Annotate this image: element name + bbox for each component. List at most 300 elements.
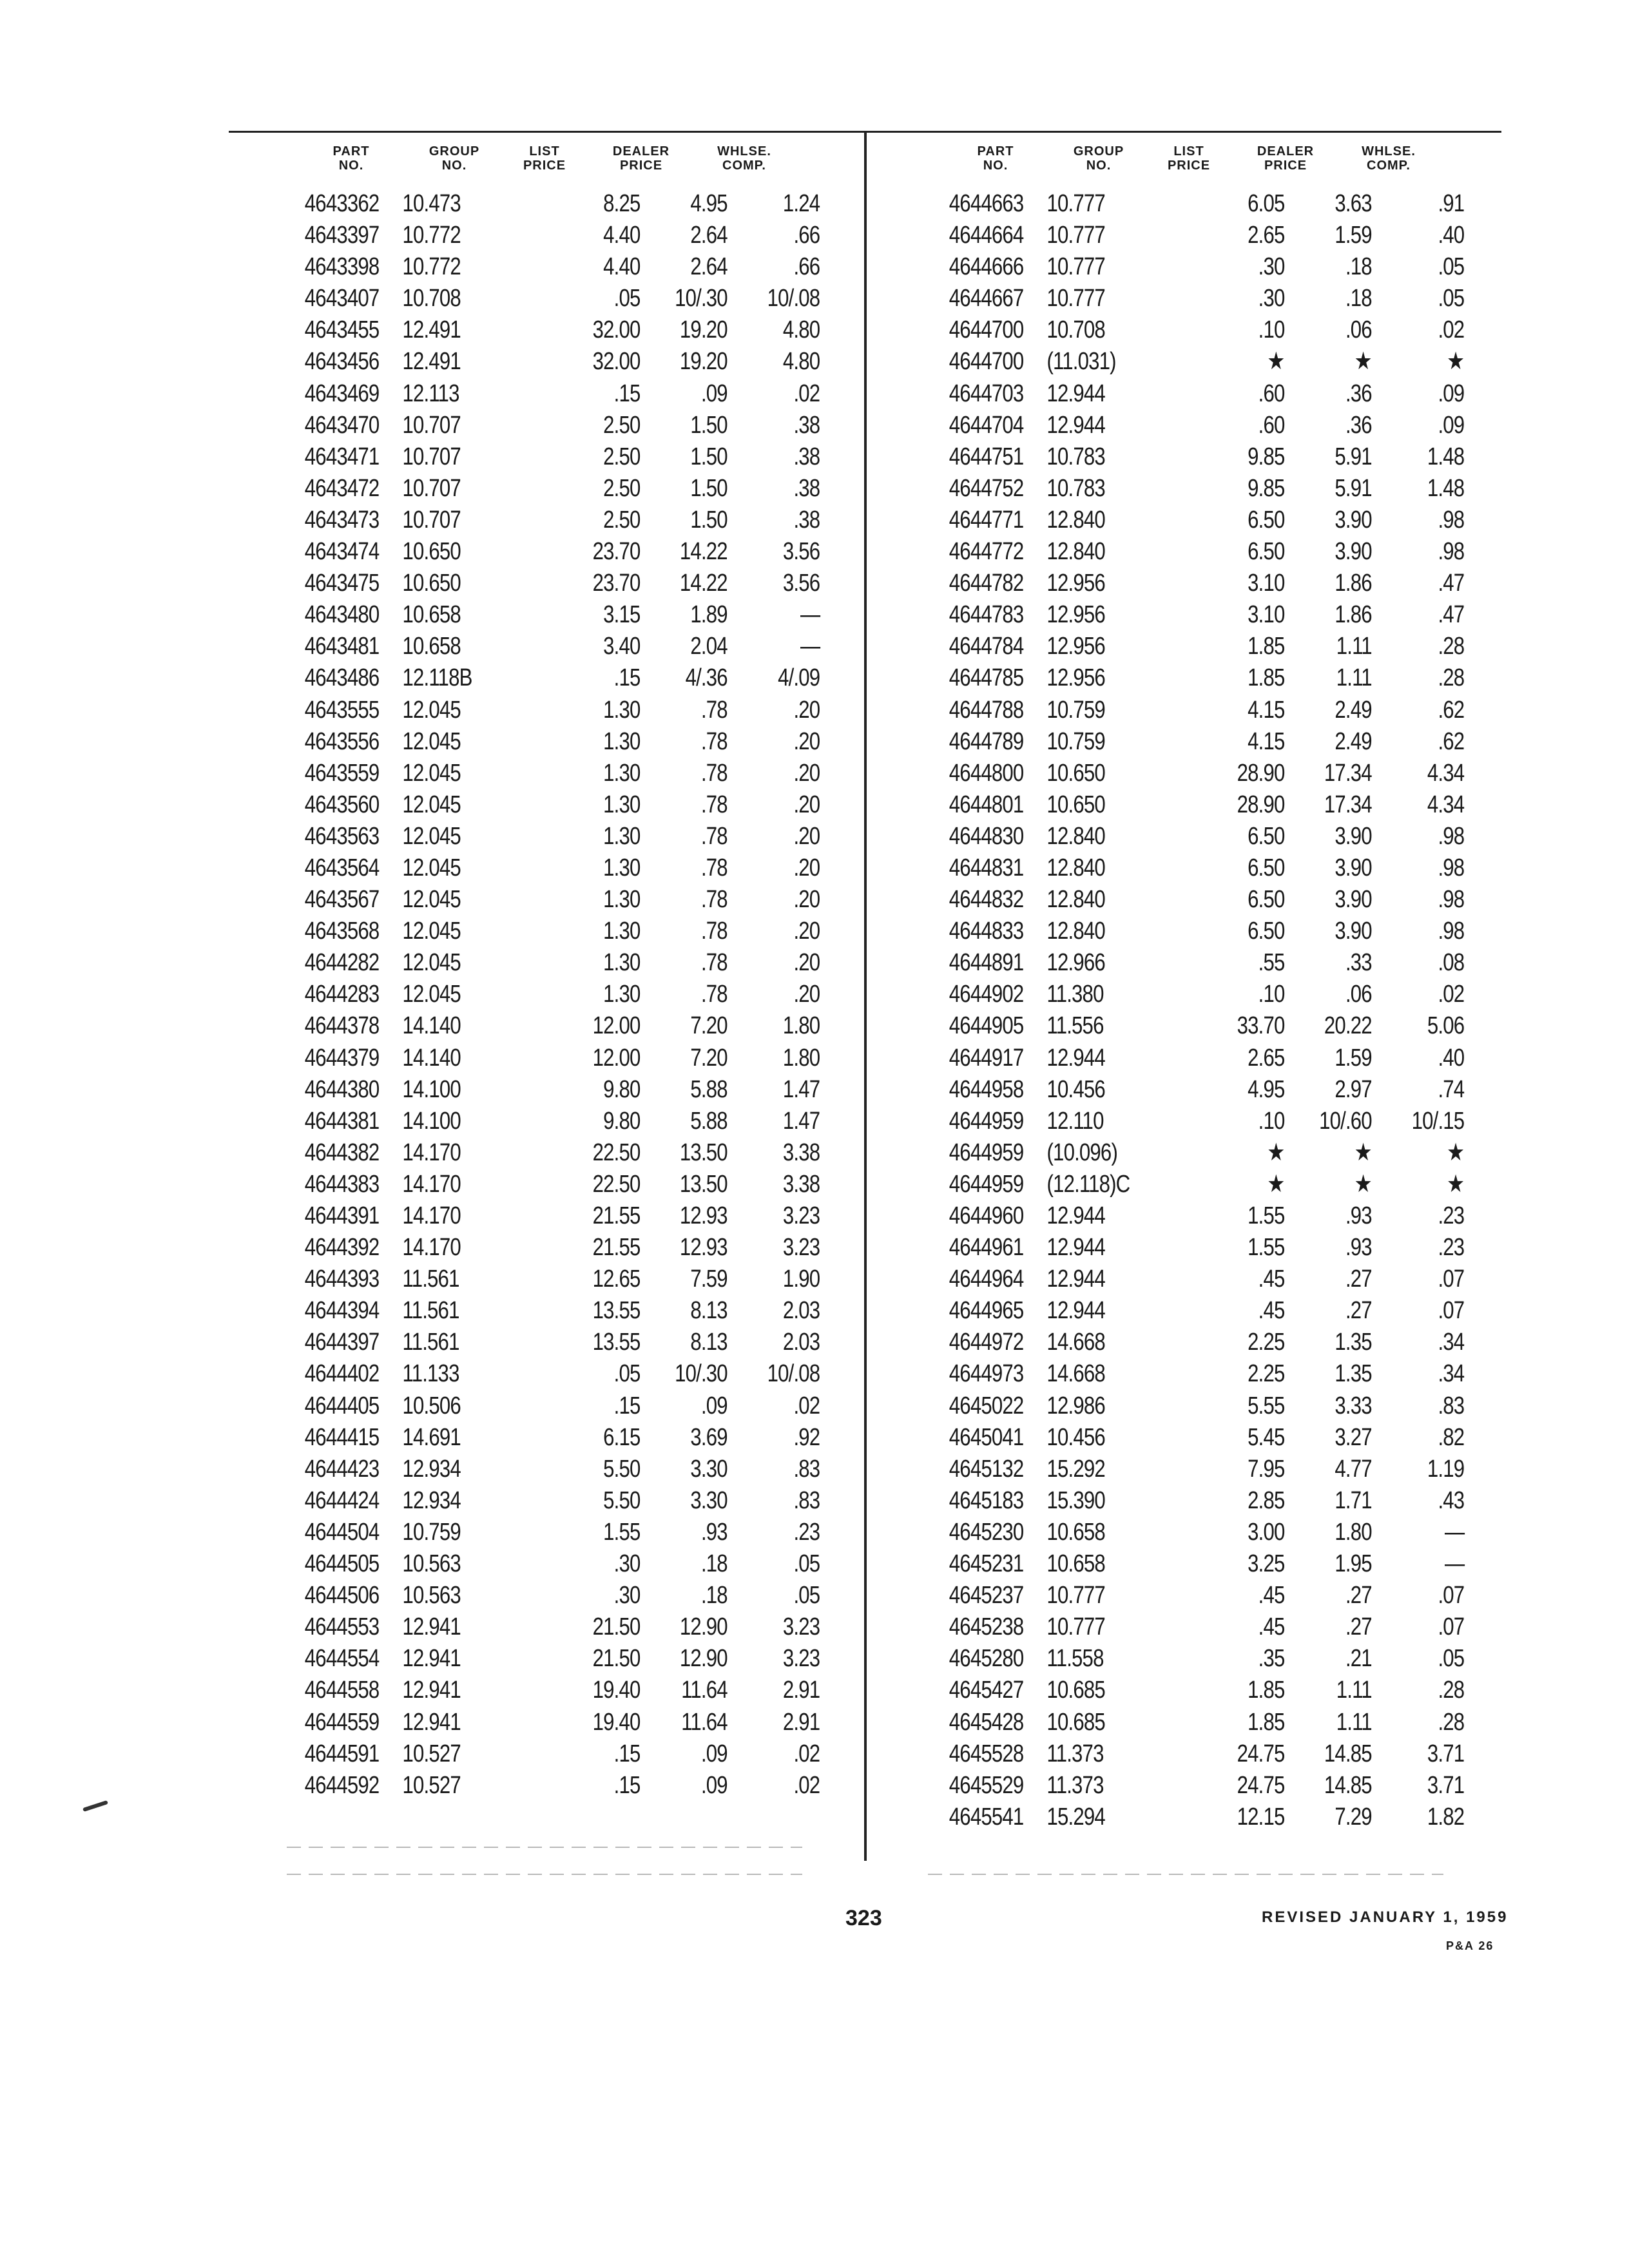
whlse-comp-cell: 3.56 [782,538,820,566]
part-no-cell: 4644391 [304,1202,380,1229]
dealer-price-cell: .18 [1345,285,1372,312]
group-no-cell: 12.491 [402,348,461,376]
table-row [284,662,820,694]
group-no-cell: 10.650 [402,570,461,597]
part-no-cell: 4644505 [304,1550,380,1578]
list-price-cell: .05 [613,285,641,312]
table-row [928,1137,1465,1169]
list-price-cell: 6.05 [1248,190,1285,217]
list-price-cell: 4.15 [1248,696,1285,724]
table-row [928,378,1465,410]
list-price-cell: 21.50 [592,1645,641,1673]
group-no-cell: 10.685 [1046,1677,1105,1704]
whlse-comp-cell: .20 [793,822,820,850]
group-no-cell: 10.759 [1046,727,1105,755]
group-no-cell: 10.783 [1046,443,1105,470]
group-no-cell: 10.777 [1046,1613,1105,1641]
part-no-cell: 4644392 [304,1234,380,1262]
table-row [284,1043,820,1074]
table-row [928,568,1465,599]
whlse-comp-cell: 3.23 [782,1645,820,1673]
dealer-price-cell: 5.88 [690,1075,728,1103]
group-no-cell: 10.456 [1046,1423,1105,1451]
part-no-cell: 4644784 [949,633,1024,660]
dealer-price-cell: 1.11 [1336,1708,1372,1736]
part-no-cell: 4644958 [949,1075,1024,1103]
list-price-cell: 3.15 [603,601,641,629]
dealer-price-cell: 2.64 [690,253,728,281]
list-price-cell: 33.70 [1237,1012,1285,1040]
table-row [284,1485,820,1517]
list-price-cell: 1.30 [603,918,641,945]
list-price-cell: 9.85 [1248,474,1285,502]
list-price-cell: 6.50 [1248,886,1285,914]
part-no-cell: 4644381 [304,1107,380,1135]
whlse-comp-cell: .07 [1438,1582,1465,1610]
group-no-cell: 12.941 [402,1677,461,1704]
list-price-cell: .10 [1258,1107,1285,1135]
whlse-comp-cell: 10/.08 [767,1360,820,1388]
whlse-comp-cell: .07 [1438,1297,1465,1325]
table-row [928,1454,1465,1485]
part-no-cell: 4644379 [304,1044,380,1072]
dealer-price-cell: .06 [1345,981,1372,1008]
dealer-price-cell: 17.34 [1324,759,1372,787]
group-no-cell: 11.380 [1046,981,1104,1008]
part-no-cell: 4644591 [304,1740,380,1767]
table-row [928,852,1465,884]
part-no-cell: 4643474 [304,538,380,566]
table-row [284,726,820,758]
list-price-cell: .45 [1258,1265,1285,1293]
part-no-cell: 4644917 [949,1044,1024,1072]
table-row [284,1422,820,1454]
group-no-cell: 12.944 [1046,1044,1105,1072]
table-row [284,1580,820,1611]
table-row [284,758,820,789]
group-no-cell: 10.650 [1046,759,1105,787]
group-no-cell: 10.506 [402,1392,461,1419]
table-row [284,568,820,599]
whlse-comp-cell: .02 [793,1771,820,1799]
table-row [928,1043,1465,1074]
whlse-comp-cell: 1.80 [782,1044,820,1072]
list-price-cell: 2.50 [603,411,641,439]
list-price-cell: 6.50 [1248,918,1285,945]
dealer-price-cell: 5.91 [1335,443,1372,470]
group-no-cell: 10.772 [402,222,461,249]
table-row [284,979,820,1010]
group-no-cell: 12.840 [1046,918,1105,945]
dealer-price-cell: .18 [1345,253,1372,281]
whlse-comp-cell: .05 [793,1550,820,1578]
whlse-comp-cell: 2.91 [782,1708,820,1736]
group-no-cell: 10.707 [402,411,461,439]
page-code: P&A 26 [1446,1939,1494,1952]
part-no-cell: 4644402 [304,1360,380,1388]
part-no-cell: 4644664 [949,222,1024,249]
list-price-cell: 24.75 [1237,1740,1285,1767]
whlse-comp-cell: .20 [793,981,820,1008]
whlse-comp-cell: .28 [1438,633,1465,660]
part-no-cell: 4643362 [304,190,380,217]
header-dealer-price: DEALER PRICE [1257,144,1315,173]
table-row [284,188,820,220]
table-row [928,1327,1465,1358]
whlse-comp-cell: .98 [1438,538,1465,566]
whlse-comp-cell: .20 [793,918,820,945]
list-price-cell: 3.10 [1248,570,1285,597]
table-row [928,947,1465,979]
part-no-cell: 4643472 [304,474,380,502]
list-price-cell: 32.00 [592,348,641,376]
whlse-comp-cell: 1.19 [1427,1455,1465,1483]
part-no-cell: 4644751 [949,443,1024,470]
table-row [928,916,1465,947]
part-no-cell: 4644771 [949,506,1024,533]
part-no-cell: 4645132 [949,1455,1024,1483]
list-price-cell: 21.55 [592,1234,641,1262]
list-price-cell: 5.55 [1248,1392,1285,1419]
list-price-cell: 1.55 [1248,1202,1285,1229]
left-table-header [284,142,902,179]
whlse-comp-cell: 4.80 [782,316,820,344]
part-no-cell: 4644554 [304,1645,380,1673]
part-no-cell: 4644283 [304,981,380,1008]
dealer-price-cell: 2.49 [1335,696,1372,724]
dealer-price-cell: 10/.60 [1319,1107,1372,1135]
group-no-cell: 10.685 [1046,1708,1105,1736]
whlse-comp-cell: .23 [1438,1234,1465,1262]
whlse-comp-cell: .28 [1438,664,1465,692]
bottom-rule-left [287,1847,802,1848]
list-price-cell: 12.00 [592,1044,641,1072]
list-price-cell: 2.50 [603,443,641,470]
whlse-comp-cell: 1.47 [782,1075,820,1103]
part-no-cell: 4644972 [949,1329,1024,1356]
group-no-cell: 10.658 [402,601,461,629]
list-price-cell: 8.25 [603,190,641,217]
whlse-comp-cell: 3.23 [782,1234,820,1262]
part-no-cell: 4643555 [304,696,380,724]
group-no-cell: 12.113 [402,380,459,407]
list-price-cell: 3.25 [1248,1550,1285,1578]
group-no-cell: 10.708 [1046,316,1105,344]
table-row [284,1390,820,1422]
dealer-price-cell: 12.90 [679,1645,728,1673]
dealer-price-cell: 4.95 [690,190,728,217]
part-no-cell: 4645427 [949,1677,1024,1704]
part-no-cell: 4643564 [304,854,380,881]
list-price-cell: ★ [1267,1139,1285,1166]
dealer-price-cell: .36 [1345,411,1372,439]
group-no-cell: 10.707 [402,443,461,470]
dealer-price-cell: 19.20 [679,316,728,344]
group-no-cell: 12.110 [1046,1107,1104,1135]
list-price-cell: .15 [613,664,641,692]
list-price-cell: 4.15 [1248,727,1285,755]
list-price-cell: 12.15 [1237,1803,1285,1831]
dealer-price-cell: 1.50 [690,474,728,502]
table-row [284,1707,820,1738]
table-row [928,441,1465,473]
dealer-price-cell: .93 [700,1518,728,1546]
table-row [284,1264,820,1295]
whlse-comp-cell: .98 [1438,918,1465,945]
part-no-cell: 4644752 [949,474,1024,502]
whlse-comp-cell: .66 [793,253,820,281]
dealer-price-cell: 1.59 [1335,222,1372,249]
dealer-price-cell: ★ [1354,1139,1372,1166]
group-no-cell: 11.556 [1046,1012,1104,1040]
dealer-price-cell: 14.85 [1324,1740,1372,1767]
list-price-cell: 5.50 [603,1455,641,1483]
list-price-cell: 24.75 [1237,1771,1285,1799]
whlse-comp-cell: .74 [1438,1075,1465,1103]
part-no-cell: 4644959 [949,1170,1024,1198]
table-row [928,1738,1465,1770]
table-row [284,821,820,852]
dealer-price-cell: 12.93 [679,1202,728,1229]
group-no-cell: 12.956 [1046,664,1105,692]
list-price-cell: 4.95 [1248,1075,1285,1103]
table-row [284,1200,820,1232]
group-no-cell: 11.373 [1046,1740,1104,1767]
group-no-cell: 12.045 [402,981,461,1008]
table-row [284,378,820,410]
list-price-cell: 2.25 [1248,1329,1285,1356]
dealer-price-cell: 5.88 [690,1107,728,1135]
group-no-cell: (10.096) [1046,1139,1118,1166]
group-no-cell: 10.777 [1046,222,1105,249]
group-no-cell: 11.373 [1046,1771,1104,1799]
dealer-price-cell: 1.35 [1335,1360,1372,1388]
table-row [928,1485,1465,1517]
part-no-cell: 4644405 [304,1392,380,1419]
scan-mark [82,1800,108,1812]
dealer-price-cell: 3.69 [690,1423,728,1451]
list-price-cell: 1.30 [603,886,641,914]
table-row [284,599,820,631]
whlse-comp-cell: .83 [793,1486,820,1514]
whlse-comp-cell: .34 [1438,1360,1465,1388]
group-no-cell: 10.777 [1046,1582,1105,1610]
dealer-price-cell: 3.30 [690,1455,728,1483]
whlse-comp-cell: .43 [1438,1486,1465,1514]
whlse-comp-cell: .40 [1438,1044,1465,1072]
whlse-comp-cell: .82 [1438,1423,1465,1451]
bottom-rule-right [928,1874,1443,1875]
dealer-price-cell: .36 [1345,380,1372,407]
part-no-cell: 4644415 [304,1423,380,1451]
dealer-price-cell: .78 [700,759,728,787]
group-no-cell: 12.045 [402,949,461,977]
list-price-cell: .30 [613,1550,641,1578]
group-no-cell: 10.759 [402,1518,461,1546]
table-row [284,1106,820,1137]
part-no-cell: 4643568 [304,918,380,945]
header-group-no: GROUP NO. [429,144,480,173]
list-price-cell: 9.85 [1248,443,1285,470]
part-no-cell: 4644667 [949,285,1024,312]
group-no-cell: 12.045 [402,886,461,914]
dealer-price-cell: 1.50 [690,506,728,533]
whlse-comp-cell: 10/.15 [1411,1107,1465,1135]
list-price-cell: 1.55 [1248,1234,1285,1262]
list-price-cell: 1.85 [1248,1708,1285,1736]
list-price-cell: 23.70 [592,538,641,566]
list-price-cell: 21.50 [592,1613,641,1641]
list-price-cell: .60 [1258,380,1285,407]
dealer-price-cell: .27 [1345,1297,1372,1325]
whlse-comp-cell: 2.03 [782,1329,820,1356]
list-price-cell: 22.50 [592,1139,641,1166]
whlse-comp-cell: 3.38 [782,1139,820,1166]
whlse-comp-cell: .23 [793,1518,820,1546]
list-price-cell: 13.55 [592,1297,641,1325]
part-no-cell: 4645528 [949,1740,1024,1767]
part-no-cell: 4644704 [949,411,1024,439]
dealer-price-cell: 8.13 [690,1329,728,1356]
dealer-price-cell: 17.34 [1324,791,1372,818]
table-row [284,1137,820,1169]
group-no-cell: 12.956 [1046,633,1105,660]
whlse-comp-cell: 4.34 [1427,791,1465,818]
list-price-cell: .30 [1258,253,1285,281]
list-price-cell: 6.50 [1248,822,1285,850]
list-price-cell: 4.40 [603,222,641,249]
table-row [284,789,820,821]
part-no-cell: 4644380 [304,1075,380,1103]
dealer-price-cell: 10/.30 [675,1360,728,1388]
table-row [284,695,820,726]
header-whlse-comp: WHLSE. COMP. [717,144,771,173]
table-row [928,1548,1465,1580]
part-no-cell: 4643556 [304,727,380,755]
group-no-cell: 15.390 [1046,1486,1105,1514]
whlse-comp-cell: .02 [793,1740,820,1767]
right-price-table [928,142,1547,1833]
list-price-cell: 1.30 [603,727,641,755]
whlse-comp-cell: .02 [793,380,820,407]
whlse-comp-cell: .02 [1438,316,1465,344]
group-no-cell: 11.558 [1046,1645,1104,1673]
table-row [928,473,1465,505]
list-price-cell: 2.85 [1248,1486,1285,1514]
part-no-cell: 4644382 [304,1139,380,1166]
table-row [928,789,1465,821]
part-no-cell: 4644666 [949,253,1024,281]
table-row [284,1548,820,1580]
group-no-cell: 12.944 [1046,1202,1105,1229]
dealer-price-cell: 1.11 [1336,633,1372,660]
left-price-table [284,142,902,1802]
whlse-comp-cell: 3.23 [782,1202,820,1229]
list-price-cell: .10 [1258,316,1285,344]
table-row [284,505,820,536]
whlse-comp-cell: — [800,601,820,629]
table-row [284,410,820,441]
whlse-comp-cell: .47 [1438,570,1465,597]
group-no-cell: 14.100 [402,1075,461,1103]
list-price-cell: .30 [613,1582,641,1610]
dealer-price-cell: 14.22 [679,570,728,597]
list-price-cell: 2.65 [1248,222,1285,249]
list-price-cell: ★ [1267,1170,1285,1198]
dealer-price-cell: 1.50 [690,411,728,439]
dealer-price-cell: 2.97 [1335,1075,1372,1103]
table-row [928,758,1465,789]
dealer-price-cell: .18 [700,1582,728,1610]
whlse-comp-cell: — [800,633,820,660]
table-row [284,1169,820,1200]
group-no-cell: 12.840 [1046,506,1105,533]
group-no-cell: 10.707 [402,474,461,502]
group-no-cell: (12.118)C [1046,1170,1130,1198]
part-no-cell: 4644553 [304,1613,380,1641]
whlse-comp-cell: 4.34 [1427,759,1465,787]
group-no-cell: 12.944 [1046,380,1105,407]
dealer-price-cell: 19.20 [679,348,728,376]
whlse-comp-cell: ★ [1447,1170,1465,1198]
part-no-cell: 4645230 [949,1518,1024,1546]
revision-date: REVISED JANUARY 1, 1959 [1262,1908,1509,1926]
whlse-comp-cell: 5.06 [1427,1012,1465,1040]
table-row [928,979,1465,1010]
table-row [928,1074,1465,1106]
dealer-price-cell: 4.77 [1335,1455,1372,1483]
group-no-cell: 12.956 [1046,601,1105,629]
whlse-comp-cell: .62 [1438,727,1465,755]
group-no-cell: 12.944 [1046,1265,1105,1293]
part-no-cell: 4644789 [949,727,1024,755]
dealer-price-cell: 1.86 [1335,570,1372,597]
part-no-cell: 4644282 [304,949,380,977]
list-price-cell: .15 [613,1740,641,1767]
part-no-cell: 4645231 [949,1550,1024,1578]
part-no-cell: 4643475 [304,570,380,597]
group-no-cell: 12.840 [1046,822,1105,850]
list-price-cell: 1.85 [1248,664,1285,692]
whlse-comp-cell: .07 [1438,1265,1465,1293]
part-no-cell: 4645280 [949,1645,1024,1673]
whlse-comp-cell: .20 [793,791,820,818]
list-price-cell: .15 [613,1392,641,1419]
group-no-cell: 12.045 [402,759,461,787]
group-no-cell: 12.986 [1046,1392,1105,1419]
group-no-cell: 15.294 [1046,1803,1105,1831]
list-price-cell: 6.50 [1248,506,1285,533]
header-list-price: LIST PRICE [523,144,566,173]
table-row [284,1074,820,1106]
part-no-cell: 4644905 [949,1012,1024,1040]
list-price-cell: 6.50 [1248,538,1285,566]
group-no-cell: 10.650 [1046,791,1105,818]
part-no-cell: 4644959 [949,1139,1024,1166]
table-row [284,283,820,314]
right-table-header [928,142,1547,179]
dealer-price-cell: 3.90 [1335,822,1372,850]
part-no-cell: 4644891 [949,949,1024,977]
list-price-cell: 12.00 [592,1012,641,1040]
table-row [928,346,1465,378]
whlse-comp-cell: 1.48 [1427,474,1465,502]
part-no-cell: 4644961 [949,1234,1024,1262]
dealer-price-cell: 7.20 [690,1044,728,1072]
dealer-price-cell: 1.95 [1335,1550,1372,1578]
dealer-price-cell: .78 [700,854,728,881]
part-no-cell: 4643480 [304,601,380,629]
